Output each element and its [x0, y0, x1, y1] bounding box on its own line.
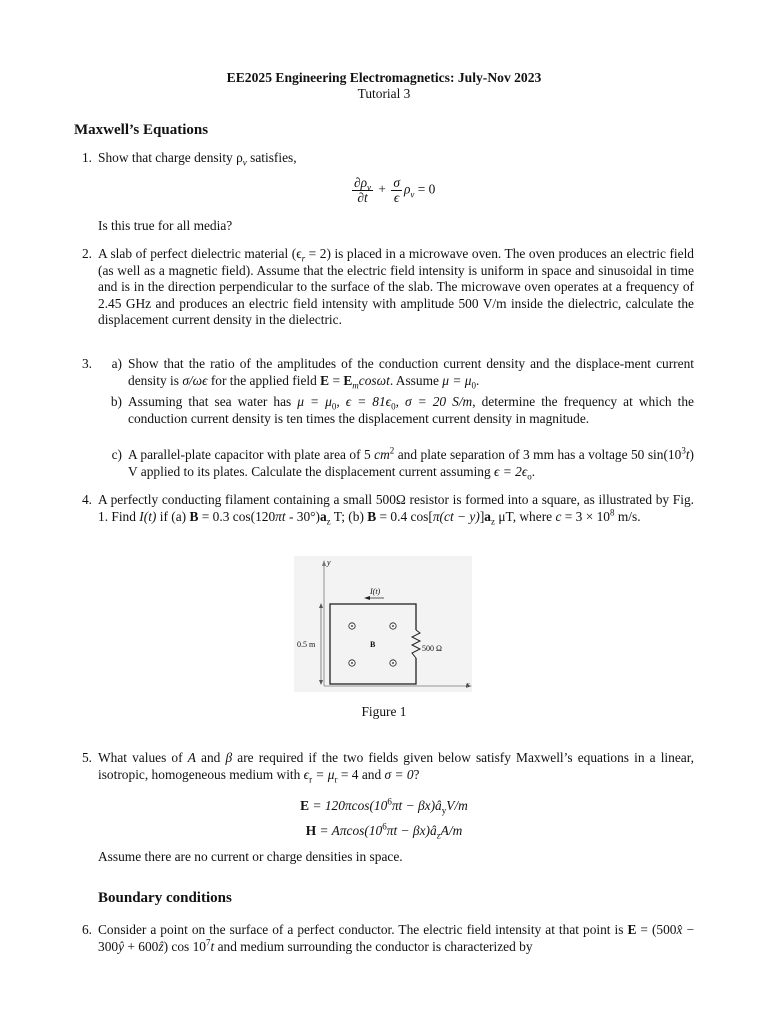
question-5-note: Assume there are no current or charge densities in space. — [98, 849, 403, 864]
field-dot-icon — [390, 623, 396, 629]
figure-1 — [294, 556, 472, 692]
question-number: 5. — [81, 750, 92, 765]
question-3a-text: Show that the ratio of the amplitudes of the conduction current density and the displace-ment current density is σ/ωϵ for the applied field $E = E_m\cos\omega t$. Assume $\mu = \mu_0$. — [128, 356, 694, 391]
figure-x-label: x — [466, 680, 470, 689]
question-4-text: A perfectly conducting filament containing a small 500Ω resistor is formed into a square, as illustrated by Fig. 1. Find I(t) if (a) B = 0.3 $\cos(120\pi t - 30^\circ)a_z$ T; (b) B = 0.4 $\cos[\pi(ct - y)]a_z$ μT, where $c = 3 \times 10^8$ m/s. — [98, 492, 694, 527]
equation-e-field: $E = 120\pi\cos(10^6\pi t$ − $\beta x)â_yV/m$ — [300, 796, 468, 816]
section-heading-boundary: Boundary conditions — [98, 890, 232, 906]
question-6-text: Consider a point on the surface of a perfect conductor. The electric field intensity at that point is E = (500x̂ − 300ŷ + 600ẑ) $\cos 10^7t$ and medium surrounding the conductor is characterized by — [98, 922, 695, 954]
question-number: 1. — [81, 150, 92, 165]
field-dot-icon — [349, 623, 355, 629]
figure-caption: Figure 1 — [361, 704, 407, 719]
subpart-letter: c) — [111, 447, 122, 462]
field-dot-icon — [390, 660, 396, 666]
figure-side-label: 0.5 m — [297, 640, 316, 649]
section-heading-maxwell: Maxwell’s Equations — [74, 122, 209, 138]
question-number: 4. — [81, 492, 92, 507]
figure-resistor-label: 500 Ω — [422, 644, 442, 653]
equation-continuity: $\frac{\partial\rho_v}{\partial t}$ + $\frac{\sigma}{\epsilon}$ $\rho_v = 0$ — [354, 175, 436, 205]
document-title: EE2025 Engineering Electromagnetics: July-Nov 2023 — [226, 70, 542, 85]
y-arrow-icon — [322, 560, 326, 566]
equation-h-field: $H = A\pi\cos(10^6\pi t$ − $\beta x)â_zA/m$ — [305, 821, 463, 841]
figure-current-label: I(t) — [370, 587, 381, 596]
question-number: 6. — [81, 922, 92, 937]
document-subtitle: Tutorial 3 — [357, 86, 411, 101]
subpart-letter: a) — [111, 356, 122, 371]
figure-1-diagram — [294, 556, 472, 692]
question-3c-text: A parallel-plate capacitor with plate area of 5 $cm^2$ and plate separation of 3 mm has a voltage 50 $\sin(10^3t)$ V applied to its plates. Calculate the displacement current assuming $\epsilon = 2\epsilon_o$. — [128, 445, 695, 482]
question-1-text: Show that charge density $\rho_v$ satisfies, — [98, 150, 297, 168]
question-2-text: A slab of perfect dielectric material $(\epsilon_r = 2)$ is placed in a microwave oven. The oven produces an electric field (as well as a magnetic field). Assume that the electric field intensity is uniform in space and sinusoidal in time and is in the direction perpendicular to the surface of the slab. The microwave oven operates at a frequency of 2.45 GHz and produces an electric field intensity with amplitude 500 V/m inside the dielectric, calculate the displacement current density in the dielectric. — [98, 246, 695, 328]
figure-field-label: B — [370, 640, 376, 649]
figure-y-label: y — [327, 558, 331, 567]
current-arrow-icon — [364, 596, 370, 600]
field-dot-icon — [349, 660, 355, 666]
question-1-followup: Is this true for all media? — [98, 218, 233, 233]
question-3b-text: Assuming that sea water has $\mu = \mu_0$, $\epsilon = 81\epsilon_0$, σ = 20 S/m, determine the frequency at which the conduction current density is ten times the displacement current density in magnitude. — [128, 394, 694, 426]
subpart-letter: b) — [110, 394, 122, 409]
question-number: 2. — [81, 246, 92, 261]
question-number: 3. — [81, 356, 92, 371]
dimension-arrow-up-icon — [319, 603, 323, 608]
question-5-text: What values of A and β are required if the two fields given below satisfy Maxwell’s equations in a linear, isotropic, homogeneous medium with $\epsilon_r = \mu_r = 4$ and σ = 0? — [98, 750, 695, 785]
dimension-arrow-down-icon — [319, 680, 323, 685]
